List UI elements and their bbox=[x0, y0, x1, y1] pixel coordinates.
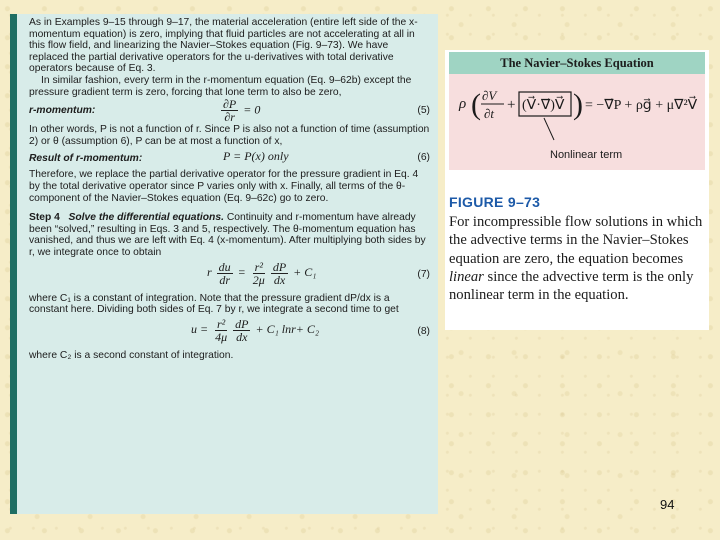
equation-6 bbox=[29, 147, 430, 169]
rho-symbol: ρ bbox=[459, 96, 467, 112]
step-body: Continuity and r-momentum have already been “solved,” resulting in Eqs. 3 and 5, respectively. The θ-momentum equation has vanished, and thus we are left with Eq. 4 (x-momentum). After multiplying both sides by r, we integrate once to obtain bbox=[29, 212, 426, 258]
figure-caption: For incompressible flow solutions in which the advective terms in the Navier–Stokes equation are zero, the equation becomes linear since the advective term is the only nonlinear term in the equation. bbox=[449, 214, 703, 304]
paragraph-7: where C₂ is a second constant of integration. bbox=[29, 349, 234, 361]
step-title: Solve the differential equations. bbox=[68, 212, 224, 224]
svg-text:(V⃗·∇⃗)V⃗: (V⃗·∇⃗)V⃗ bbox=[522, 98, 565, 113]
paragraph-5 bbox=[29, 212, 430, 258]
equation-6-label: Result of r-momentum: bbox=[29, 152, 143, 164]
equation-5-number: (5) bbox=[417, 105, 430, 117]
figure-panel bbox=[445, 50, 709, 330]
equation-7 bbox=[29, 259, 430, 293]
svg-text:(: ( bbox=[471, 88, 481, 121]
step-label: Step 4 bbox=[29, 212, 60, 224]
figure-title: FIGURE 9–73 bbox=[449, 194, 541, 210]
paragraph-3: In other words, P is not a function of r. Since P is also not a function of time (assumption 2) or θ (assumption 6), P can be at most a function of x, bbox=[29, 124, 430, 147]
paragraph-6: where C₁ is a constant of integration. Note that the pressure gradient dP/dx is a constant here. Dividing both sides of Eq. 7 by r, we integrate a second time to get bbox=[29, 292, 399, 316]
svg-text:= −∇⃗P + ρg⃗ + μ∇²V⃗: = −∇⃗P + ρg⃗ + μ∇²V⃗ bbox=[585, 98, 698, 113]
equation-8-body: u = $\frac{\text{r²}}{4\mu}$ $\frac{dP}{dx}$ + C₁ ln r + C₂ bbox=[191, 316, 320, 344]
equation-5-label: r-momentum: bbox=[29, 105, 96, 117]
navier-stokes-equation bbox=[449, 74, 705, 170]
navier-stokes-figure bbox=[449, 52, 705, 170]
equation-6-number: (6) bbox=[417, 152, 430, 164]
svg-text:+: + bbox=[507, 97, 516, 113]
svg-text:∂V⃗: ∂V⃗ bbox=[482, 88, 507, 103]
paragraph-1: As in Examples 9–15 through 9–17, the material acceleration (entire left side of the x-momentum equation) is zero, implying that fluid particles are not accelerating at all in this flow field, and linearizing the Navier–Stokes equation (Fig. 9–73). We have replaced the partial derivative operators for the u-derivatives with total derivative operators because of Eq. 3. bbox=[29, 17, 418, 75]
equation-8-number: (8) bbox=[417, 325, 430, 337]
page-number: 94 bbox=[660, 497, 675, 512]
nonlinear-term-label: Nonlinear term bbox=[550, 149, 623, 161]
paragraph-4: Therefore, we replace the partial derivative operator for the pressure gradient in Eq. 4 by the total derivative operator since P varies only with x. Finally, all terms of the θ-component of the Navier–Stokes equation (Eq. 9–62c) go to zero. bbox=[29, 169, 419, 204]
equation-8 bbox=[29, 316, 430, 350]
equation-6-body: P = P(x) only bbox=[223, 149, 289, 164]
equation-7-body: r $\frac{du}{dr}$ = $\frac{\text{r²}}{2\mu}$ $\frac{dP}{dx}$ + C₁ bbox=[207, 259, 317, 287]
textbook-excerpt bbox=[10, 14, 438, 514]
figure-header: The Navier–Stokes Equation bbox=[449, 52, 705, 74]
equation-7-number: (7) bbox=[417, 268, 430, 280]
equation-5-body: $\frac{\partial P}{\partial r}$ = 0 bbox=[223, 97, 261, 125]
svg-text:): ) bbox=[573, 88, 583, 121]
equation-5 bbox=[29, 98, 430, 124]
svg-text:∂t: ∂t bbox=[484, 106, 495, 121]
paragraph-2: In similar fashion, every term in the r-momentum equation (Eq. 9–62b) except the pressure gradient term is zero, forcing that lone term to also be zero, bbox=[29, 74, 412, 98]
